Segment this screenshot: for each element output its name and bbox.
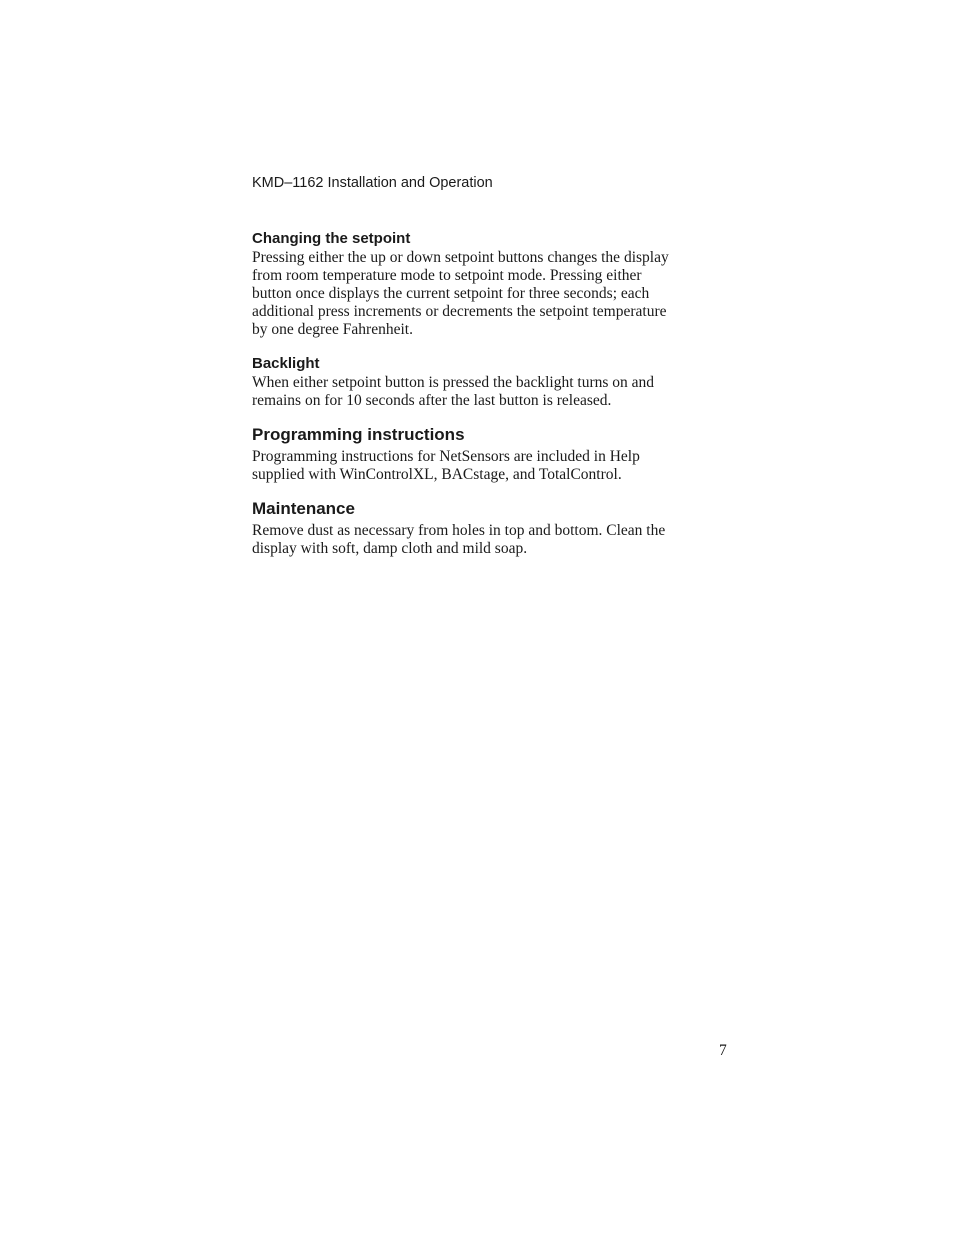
text-line: When either setpoint button is pressed the backlight turns on and: [252, 374, 655, 391]
text-line: Programming instructions for NetSensors are included in Help: [252, 448, 640, 465]
text-line: Remove dust as necessary from holes in top and bottom. Clean the: [252, 522, 666, 539]
section-maintenance: [252, 498, 732, 558]
section-body-backlight: [252, 374, 732, 410]
text-line: additional press increments or decrements the setpoint temperature: [252, 303, 667, 320]
section-heading-maintenance: Maintenance: [252, 499, 355, 518]
text-line: Pressing either the up or down setpoint buttons changes the display: [252, 249, 669, 266]
page-number: 7: [719, 1042, 727, 1059]
text-line: display with soft, damp cloth and mild soap.: [252, 540, 528, 557]
text-line: remains on for 10 seconds after the last button is released.: [252, 392, 612, 409]
running-header: KMD–1162 Installation and Operation: [252, 175, 493, 191]
section-programming-instructions: [252, 424, 732, 484]
text-line: from room temperature mode to setpoint mode. Pressing either: [252, 267, 642, 284]
text-line: by one degree Fahrenheit.: [252, 321, 413, 338]
text-line: button once displays the current setpoint for three seconds; each: [252, 285, 650, 302]
page-content: [252, 229, 732, 558]
section-heading-backlight: Backlight: [252, 355, 320, 372]
section-body-maintenance: [252, 522, 732, 558]
section-backlight: [252, 354, 732, 410]
text-line: supplied with WinControlXL, BACstage, and TotalControl.: [252, 466, 622, 483]
section-heading-changing-setpoint: Changing the setpoint: [252, 230, 411, 247]
section-changing-setpoint: [252, 229, 732, 339]
section-heading-programming-instructions: Programming instructions: [252, 425, 465, 444]
section-body-changing-setpoint: [252, 249, 732, 339]
section-body-programming-instructions: [252, 448, 732, 484]
